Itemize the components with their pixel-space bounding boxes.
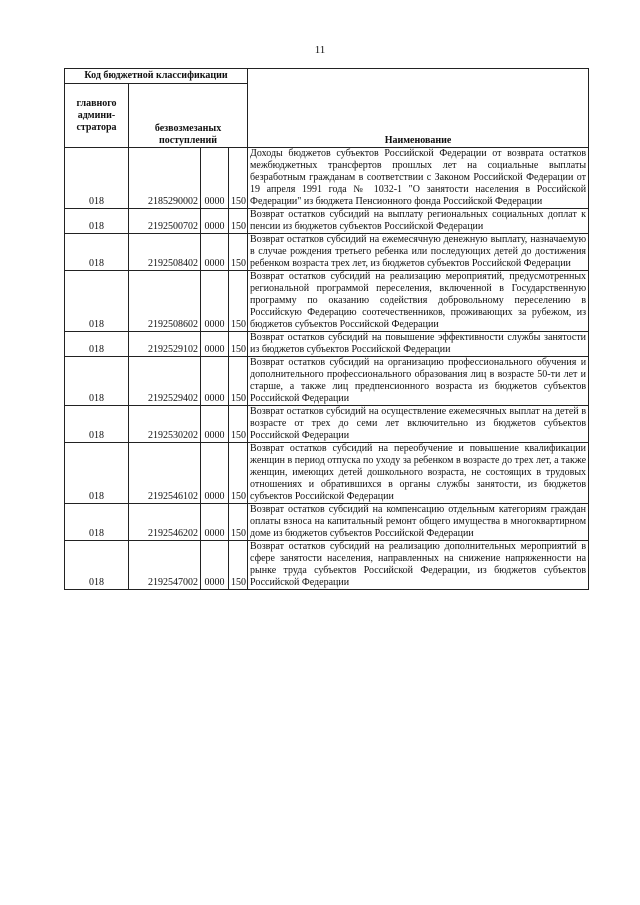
table-row [65,357,589,406]
table-row [65,504,589,541]
page-number: 11 [314,44,326,56]
revenue-code: 2185290002 [129,148,201,209]
kind-code: 150 [229,504,248,541]
revenue-code: 2192546202 [129,504,201,541]
revenue-code: 2192508402 [129,234,201,271]
admin-code: 018 [65,234,129,271]
header-name: Наименование [248,69,589,148]
subtype-code: 0000 [201,209,229,234]
revenue-code: 2192508602 [129,271,201,332]
subtype-code: 0000 [201,234,229,271]
admin-code: 018 [65,148,129,209]
header-chief-administrator: главного админи-стратора [65,84,129,148]
admin-code: 018 [65,271,129,332]
table-row [65,209,589,234]
row-description: Возврат остатков субсидий на переобучение и повышение квалификации женщин в период отпуска по уходу за ребенком в возрасте до трех лет, а также женщин, имеющих детей дошкольного возраста, не состоящих в трудовых отношениях и обратившихся в органы службы занятости, из бюджетов субъектов Российской Федерации [248,443,589,504]
row-description: Возврат остатков субсидий на компенсацию отдельным категориям граждан оплаты взноса на капитальный ремонт общего имущества в многоквартирном доме из бюджетов субъектов Российской Федерации [248,504,589,541]
subtype-code: 0000 [201,541,229,590]
row-description: Возврат остатков субсидий на организацию профессионального обучения и дополнительного профессионального образования лиц в возрасте 50-ти лет и старше, а также лиц предпенсионного возраста из бюджетов субъектов Российской Федерации [248,357,589,406]
header-classification-code: Код бюджетной классификации [65,69,248,84]
subtype-code: 0000 [201,504,229,541]
subtype-code: 0000 [201,357,229,406]
admin-code: 018 [65,209,129,234]
kind-code: 150 [229,148,248,209]
table-row [65,443,589,504]
table-row [65,541,589,590]
kind-code: 150 [229,209,248,234]
admin-code: 018 [65,332,129,357]
table-header [65,69,589,148]
revenue-code: 2192529402 [129,357,201,406]
subtype-code: 0000 [201,148,229,209]
admin-code: 018 [65,504,129,541]
kind-code: 150 [229,332,248,357]
table-row [65,234,589,271]
kind-code: 150 [229,357,248,406]
subtype-code: 0000 [201,271,229,332]
subtype-code: 0000 [201,443,229,504]
header-gratuitous-revenues: безвозмезаных поступлений [129,84,248,148]
revenue-code: 2192529102 [129,332,201,357]
row-description: Возврат остатков субсидий на реализацию мероприятий, предусмотренных региональной программой переселения, включенной в Государственную программу по оказанию содействия добровольному переселению в Российскую Федерацию соотечественников, проживающих за рубежом, из бюджетов субъектов Российской Федерации [248,271,589,332]
row-description: Доходы бюджетов субъектов Российской Федерации от возврата остатков межбюджетных трансфертов прошлых лет на социальные выплаты безработным гражданам в соответствии с Законом Российской Федерации от 19 апреля 1991 года № 1032-1 "О занятости населения в Российской Федерации" из бюджета Пенсионного фонда Российской Федерации [248,148,589,209]
admin-code: 018 [65,443,129,504]
row-description: Возврат остатков субсидий на осуществление ежемесячных выплат на детей в возрасте от трех до семи лет включительно из бюджетов субъектов Российской Федерации [248,406,589,443]
table-row [65,332,589,357]
row-description: Возврат остатков субсидий на реализацию дополнительных мероприятий в сфере занятости населения, направленных на снижение напряженности на рынке труда субъектов Российской Федерации, из бюджетов субъектов Российской Федерации [248,541,589,590]
row-description: Возврат остатков субсидий на выплату региональных социальных доплат к пенсии из бюджетов субъектов Российской Федерации [248,209,589,234]
table-row [65,406,589,443]
kind-code: 150 [229,541,248,590]
table-row [65,271,589,332]
row-description: Возврат остатков субсидий на повышение эффективности службы занятости из бюджетов субъектов Российской Федерации [248,332,589,357]
kind-code: 150 [229,406,248,443]
kind-code: 150 [229,234,248,271]
subtype-code: 0000 [201,332,229,357]
row-description: Возврат остатков субсидий на ежемесячную денежную выплату, назначаемую в случае рождения третьего ребенка или последующих детей до достижения ребенком возраста трех лет, из бюджетов субъектов Российской Федерации [248,234,589,271]
table-row [65,148,589,209]
admin-code: 018 [65,406,129,443]
revenue-code: 2192530202 [129,406,201,443]
revenue-code: 2192500702 [129,209,201,234]
revenue-code: 2192547002 [129,541,201,590]
kind-code: 150 [229,271,248,332]
subtype-code: 0000 [201,406,229,443]
table-body [65,148,589,590]
budget-classification-table [64,68,589,590]
kind-code: 150 [229,443,248,504]
admin-code: 018 [65,541,129,590]
revenue-code: 2192546102 [129,443,201,504]
admin-code: 018 [65,357,129,406]
